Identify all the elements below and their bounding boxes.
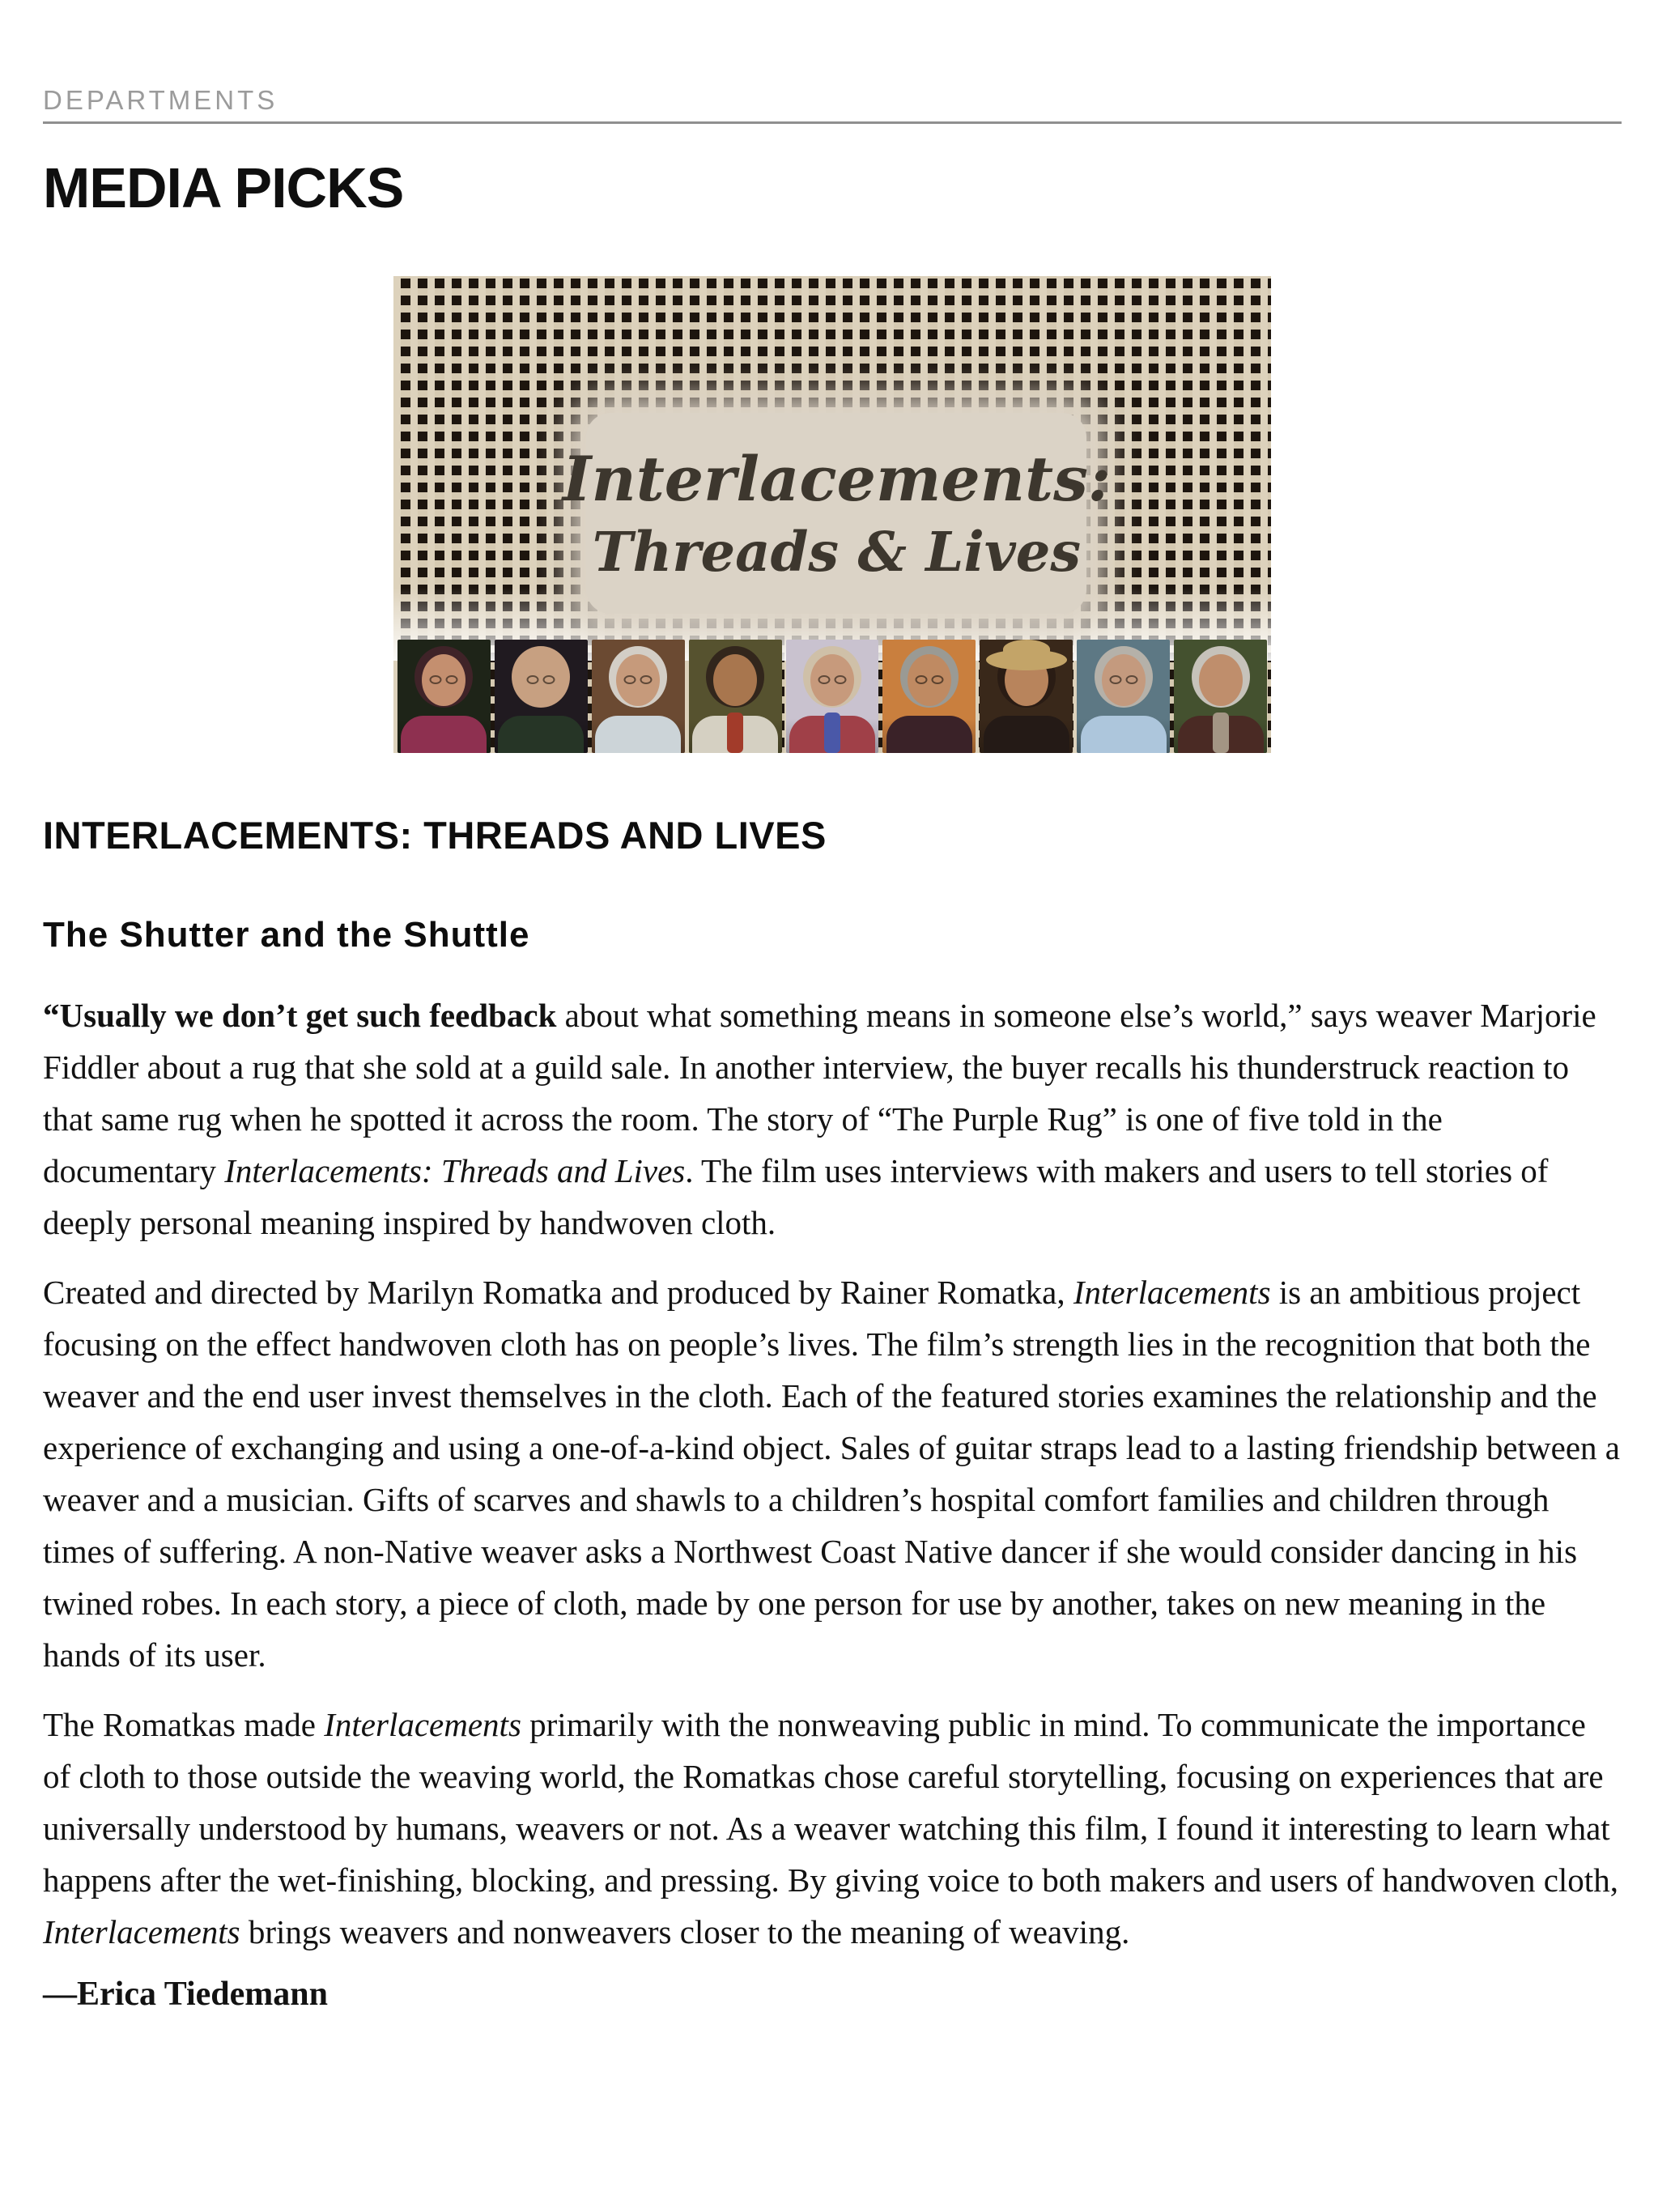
accent [824,713,840,753]
accent [727,713,743,753]
banner-title-label [562,413,1111,614]
portrait-photo [1077,640,1170,753]
portrait-photo [689,640,782,753]
glasses [915,675,943,684]
torso [1081,716,1167,753]
page-content [0,87,1658,2013]
article-heading: INTERLACEMENTS: THREADS AND LIVES [43,814,827,857]
page-title: MEDIA PICKS [43,156,404,219]
torso [498,716,584,753]
banner-title-line2: Threads & Lives [592,519,1082,584]
article-paragraph: “Usually we don’t get such feedback about what something means in someone else’s world,” says weaver Marjorie Fiddler about a rug that she sold at a guild sale. In another interview, the buyer recalls his thunderstruck reaction to that same rug when he spotted it across the room. The story of “The Purple Rug” is one of five told in the documentary Interlacements: Threads and Lives. The film uses interviews with makers and users to tell stories of deeply personal meaning inspired by handwoven cloth. [43,997,1596,1241]
glasses-lens [446,675,458,684]
portrait-photo [786,640,879,753]
face [1199,654,1243,706]
torso [401,716,487,753]
banner-bottom-margin [393,753,1271,766]
glasses-lens [624,675,636,684]
banner-title-line1: Interlacements: [562,442,1111,515]
glasses-lens [640,675,653,684]
face [713,654,757,706]
torso [595,716,681,753]
header-rule [43,121,1622,124]
portrait-photo [882,640,976,753]
glasses-lens [543,675,555,684]
article-paragraph: The Romatkas made Interlacements primarily with the nonweaving public in mind. To communicate the importance of cloth to those outside the weaving world, the Romatkas chose careful storytelling, focusing on experiences that are universally understood by humans, weavers or not. As a weaver watching this film, I found it interesting to learn what happens after the wet-finishing, blocking, and pressing. By giving voice to both makers and users of handwoven cloth, Interlacements brings weavers and nonweavers closer to the meaning of weaving. [43,1706,1618,1950]
glasses-lens [1109,675,1121,684]
portrait-photo [980,640,1073,753]
glasses-lens [527,675,539,684]
glasses [527,675,555,684]
glasses [430,675,458,684]
documentary-banner-image [393,276,1271,766]
glasses-lens [915,675,927,684]
portrait-photo [592,640,685,753]
glasses [818,675,847,684]
portrait-photo [495,640,588,753]
torso [886,716,972,753]
glasses-lens [1125,675,1137,684]
portrait-photo [397,640,491,753]
glasses-lens [835,675,847,684]
portrait-photo [1174,640,1267,753]
article-body [43,989,1622,1958]
glasses-lens [430,675,442,684]
article-byline: —Erica Tiedemann [43,1976,328,2013]
article-paragraph: Created and directed by Marilyn Romatka and produced by Rainer Romatka, Interlacements is an ambitious project focusing on the effect handwoven cloth has on people’s lives. The film’s strength lies in the recognition that both the weaver and the end user invest themselves in the cloth. Each of the featured stories examines the relationship and the experience of exchanging and using a one-of-a-kind object. Sales of guitar straps lead to a lasting friendship between a weaver and a musician. Gifts of scarves and shawls to a children’s hospital comfort families and children through times of suffering. A non-Native weaver asks a Northwest Coast Native dancer if she would consider dancing in his twined robes. In each story, a piece of cloth, made by one person for use by another, takes on new meaning in the hands of its user. [43,1274,1620,1674]
glasses-lens [931,675,943,684]
glasses-lens [818,675,831,684]
hat-brim [986,649,1067,670]
torso [984,716,1069,753]
glasses [624,675,653,684]
accent [1213,713,1229,753]
section-kicker: DEPARTMENTS [43,85,278,115]
article-subheading: The Shutter and the Shuttle [43,915,530,955]
glasses [1109,675,1137,684]
portrait-photo-strip [397,640,1267,753]
